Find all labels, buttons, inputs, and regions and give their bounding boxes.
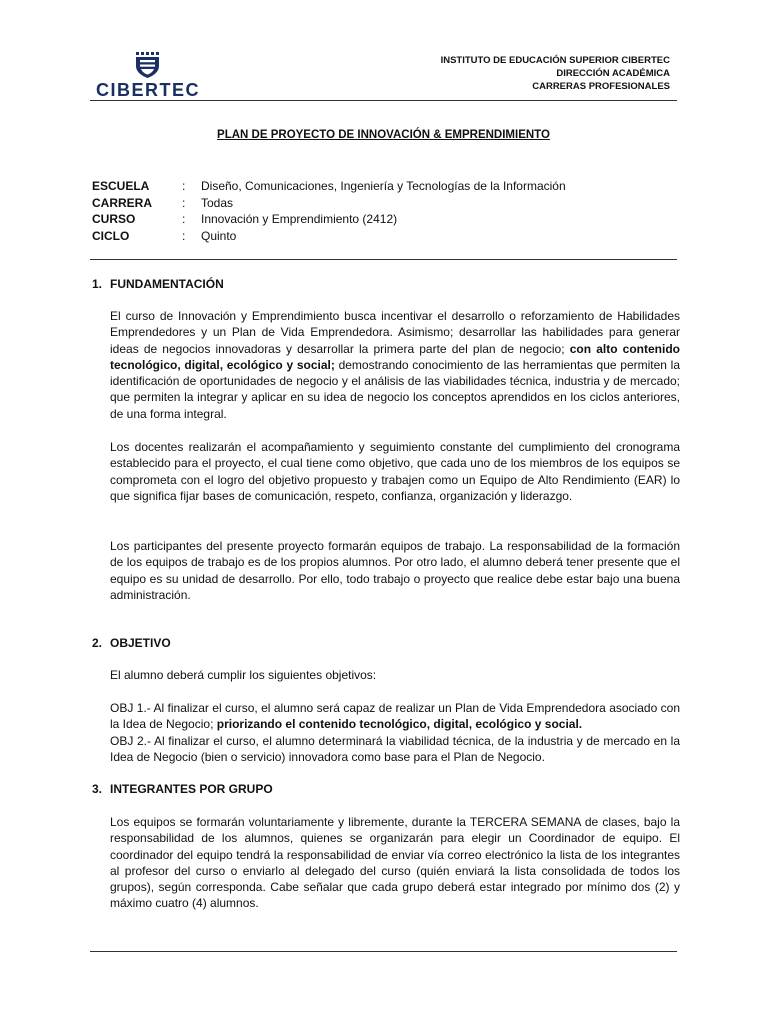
paragraph-fundamentacion-3: Los participantes del presente proyecto formarán equipos de trabajo. La responsabilidad de la formación de los equipos de trabajo es de los propios alumnos. Por otro lado, el alumno deberá tener presente que el equipo es su unidad de desarrollo. Por ello, todo trabajo o proyecto que realice debe estar bajo una buena administración. [110,539,680,602]
institution-block [441,54,670,93]
institution-line: DIRECCIÓN ACADÉMICA [556,68,670,79]
section-title: OBJETIVO [110,636,171,650]
section-title: INTEGRANTES POR GRUPO [110,782,273,796]
section-heading-integrantes [92,782,273,796]
info-divider [90,259,677,260]
info-value: Todas [201,195,234,210]
paragraph-integrantes: Los equipos se formarán voluntariamente y libremente, durante la TERCERA SEMANA de clases, bajo la responsabilidad de los alumnos, quienes se organizarán para elegir un Coordinador de equipo. El coordinador del equipo tendrá la responsabilidad de enviar vía correo electrónico la lista de los integrantes al profesor del curso o enviarlo al delegado del curso (quién enviará la lista consolidada de todos los grupos), según corresponda. Cabe señalar que cada grupo deberá estar integrado por mínimo dos (2) y máximo cuatro (4) alumnos. [110,815,680,911]
paragraph-obj1 [110,700,680,733]
info-value: Innovación y Emprendimiento (2412) [201,212,398,226]
info-row-curso [92,211,566,228]
header-divider [90,100,677,101]
section-heading-fundamentacion [92,277,224,291]
info-value: Diseño, Comunicaciones, Ingeniería y Tecnologías de la Información [201,179,566,193]
info-value: Quinto [201,228,237,243]
info-key: CARRERA [92,195,152,210]
info-row-ciclo [92,228,566,245]
institution-line: CARRERAS PROFESIONALES [532,81,670,92]
info-colon: : [182,179,186,193]
paragraph-obj2: OBJ 2.- Al finalizar el curso, el alumno determinará la viabilidad técnica, de la industria y de mercado en la Idea de Negocio (bien o servicio) innovadora como base para el Plan de Negocio. [110,734,680,765]
section-number: 3. [92,782,103,796]
paragraph-objetivo-intro: El alumno deberá cumplir los siguientes objetivos: [110,668,377,682]
paragraph-fundamentacion-2: Los docentes realizarán el acompañamiento y seguimiento constante del cumplimiento del cronograma establecido para el proyecto, el cual tiene como objetivo, que cada uno de los miembros de los equipos se comprometa con el logro del objetivo propuesto y trabajen como un Equipo de Alto Rendimiento (EAR) lo que significa fijar bases de comunicación, respeto, confianza, organización y liderazgo. [110,440,680,503]
institution-line: INSTITUTO DE EDUCACIÓN SUPERIOR CIBERTEC [440,55,670,66]
text-run: OBJ 1.- Al finalizar el curso, el alumno será capaz de realizar un Plan de Vida Emprendedora asociado con la Idea de Negocio; [110,701,680,732]
section-title: FUNDAMENTACIÓN [110,277,224,291]
bold-text-run: con alto contenido tecnológico, digital, ecológico y social; [110,341,680,372]
shield-icon [132,52,164,80]
info-key: CICLO [92,228,130,243]
course-info [92,178,566,244]
info-key: CURSO [92,212,136,226]
info-colon: : [182,212,186,226]
section-heading-objetivo [92,636,171,650]
paragraph-fundamentacion-1 [110,308,680,422]
text-run: demostrando conocimiento de las herramientas que permiten la identificación de oportunidades de negocio y el análisis de las viabilidades técnica, industria y de mercado; que permiten la integrar y aplicar en su idea de negocio los conceptos aprendidos en los ciclos anteriores, de una forma integral. [110,357,680,421]
document-title: PLAN DE PROYECTO DE INNOVACIÓN & EMPRENDIMIENTO [217,129,550,141]
info-key: ESCUELA [92,179,150,193]
info-row-escuela [92,178,566,195]
info-colon: : [182,195,186,210]
logo-text: CIBERTEC [96,80,201,100]
footer-divider [90,951,677,952]
cibertec-logo [96,52,200,98]
bold-text-run: priorizando el contenido tecnológico, digital, ecológico y social. [216,717,583,732]
section-number: 1. [92,277,103,291]
text-run: El curso de Innovación y Emprendimiento busca incentivar el desarrollo o reforzamiento de Habilidades Emprendedores y un Plan de Vida Emprendedora. Asimismo; desarrollar las habilidades para generar ideas de negocios innovadoras y desarrollar la primera parte del plan de negocio; [110,309,680,356]
info-row-carrera [92,195,566,212]
section-number: 2. [92,636,103,650]
info-colon: : [182,228,186,243]
